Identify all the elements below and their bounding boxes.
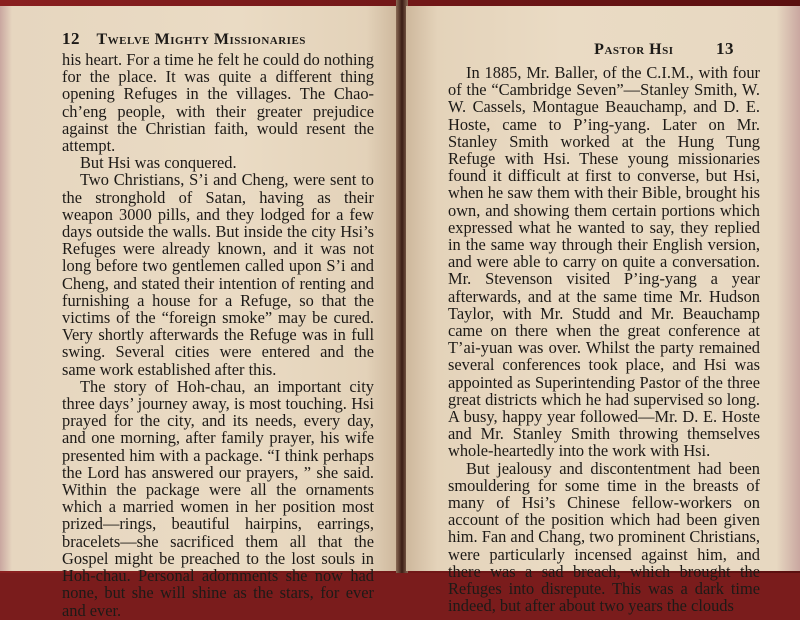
left-paragraph-4: The story of Hoh-chau, an important city three days’ journey away, is most touching. Hsi prayed for the city, and its needs, every day, and one morning, after family prayer, his wife presented him with a package. “I think perhaps the Lord has answered our prayers, ” she said. Within the package were all the ornaments which a married women in her position most prized—rings, beautiful hairpins, earrings, bracelets—she sacrificed them all that the Gospel might be preached to the lost souls in Hoh-chau. Personal adornments she now had none, but she will shine as the stars, for ever and ever. xyxy=(62,376,374,620)
right-page-header xyxy=(554,39,734,59)
left-page-body xyxy=(62,51,374,619)
right-page-number: 13 xyxy=(716,39,734,58)
left-paragraph-2: But Hsi was conquered. xyxy=(80,153,237,173)
right-running-title: Pastor Hsi xyxy=(594,41,674,58)
left-page xyxy=(0,6,398,620)
left-page-header xyxy=(62,29,374,49)
right-paragraph-1: In 1885, Mr. Baller, of the C.I.M., with four of the “Cambridge Seven”—Stanley Smith, W. W. Cassels, Montague Beauchamp, and D. E. Hoste, came to P’ing-yang. Later on Mr. Stanley Smith worked at the Hung Tung Refuge with Hsi. These young missionaries found it difficult at first to converse, but Hsi, when he saw them with their Bible, brought his own, and showing them certain portions which expressed what he wanted to say, they replied in the same way through their English version, and were able to carry on quite a conversation. Mr. Stevenson visited P’ing-yang a year afterwards, and at the same time Mr. Hudson Taylor, with Mr. Studd and Mr. Beauchamp came on there when the great conference at T’ai-yuan was over. Whilst the party remained several conferences took place, and Hsi was appointed as Superintending Pastor of the three great districts which he had supervised so long. A busy, happy year followed—Mr. D. E. Hoste and Mr. Stanley Smith throwing themselves whole-heartedly into the work with Hsi. xyxy=(448,63,760,461)
left-paragraph-3: Two Christians, S’i and Cheng, were sent to the stronghold of Satan, having as their weapon 3000 pills, and they lodged for a few days outside the walls. But inside the city Hsi’s Refuges were already known, and it was not long before two gentlemen called upon S’i and Cheng, and stated their intention of renting and furnishing a house for a Refuge, so that the victims of the “foreign smoke” may be cured. Very shortly afterwards the Refuge was in full swing. Several cities were entered and the same work established after this. xyxy=(62,170,374,379)
left-paragraph-1: his heart. For a time he felt he could do nothing for the place. It was quite a different thing opening Refuges in the villages. The Chao-ch’eng people, with their greater prejudice against the Christian faith, would resent the attempt. xyxy=(62,50,374,156)
right-page xyxy=(406,6,800,616)
left-running-title: Twelve Mighty Missionaries xyxy=(96,31,306,48)
right-page-body xyxy=(448,64,760,615)
right-paragraph-2: But jealousy and discontentment had been smouldering for some time in the breasts of many of Hsi’s Chinese fellow-workers on account of the position which had been given him. Fan and Chang, two prominent Christians, were particularly incensed against him, and there was a sad breach, which brought the Refuges into disrepute. This was a dark time indeed, but after about two years the clouds xyxy=(448,458,760,616)
left-page-number: 12 xyxy=(62,29,80,48)
